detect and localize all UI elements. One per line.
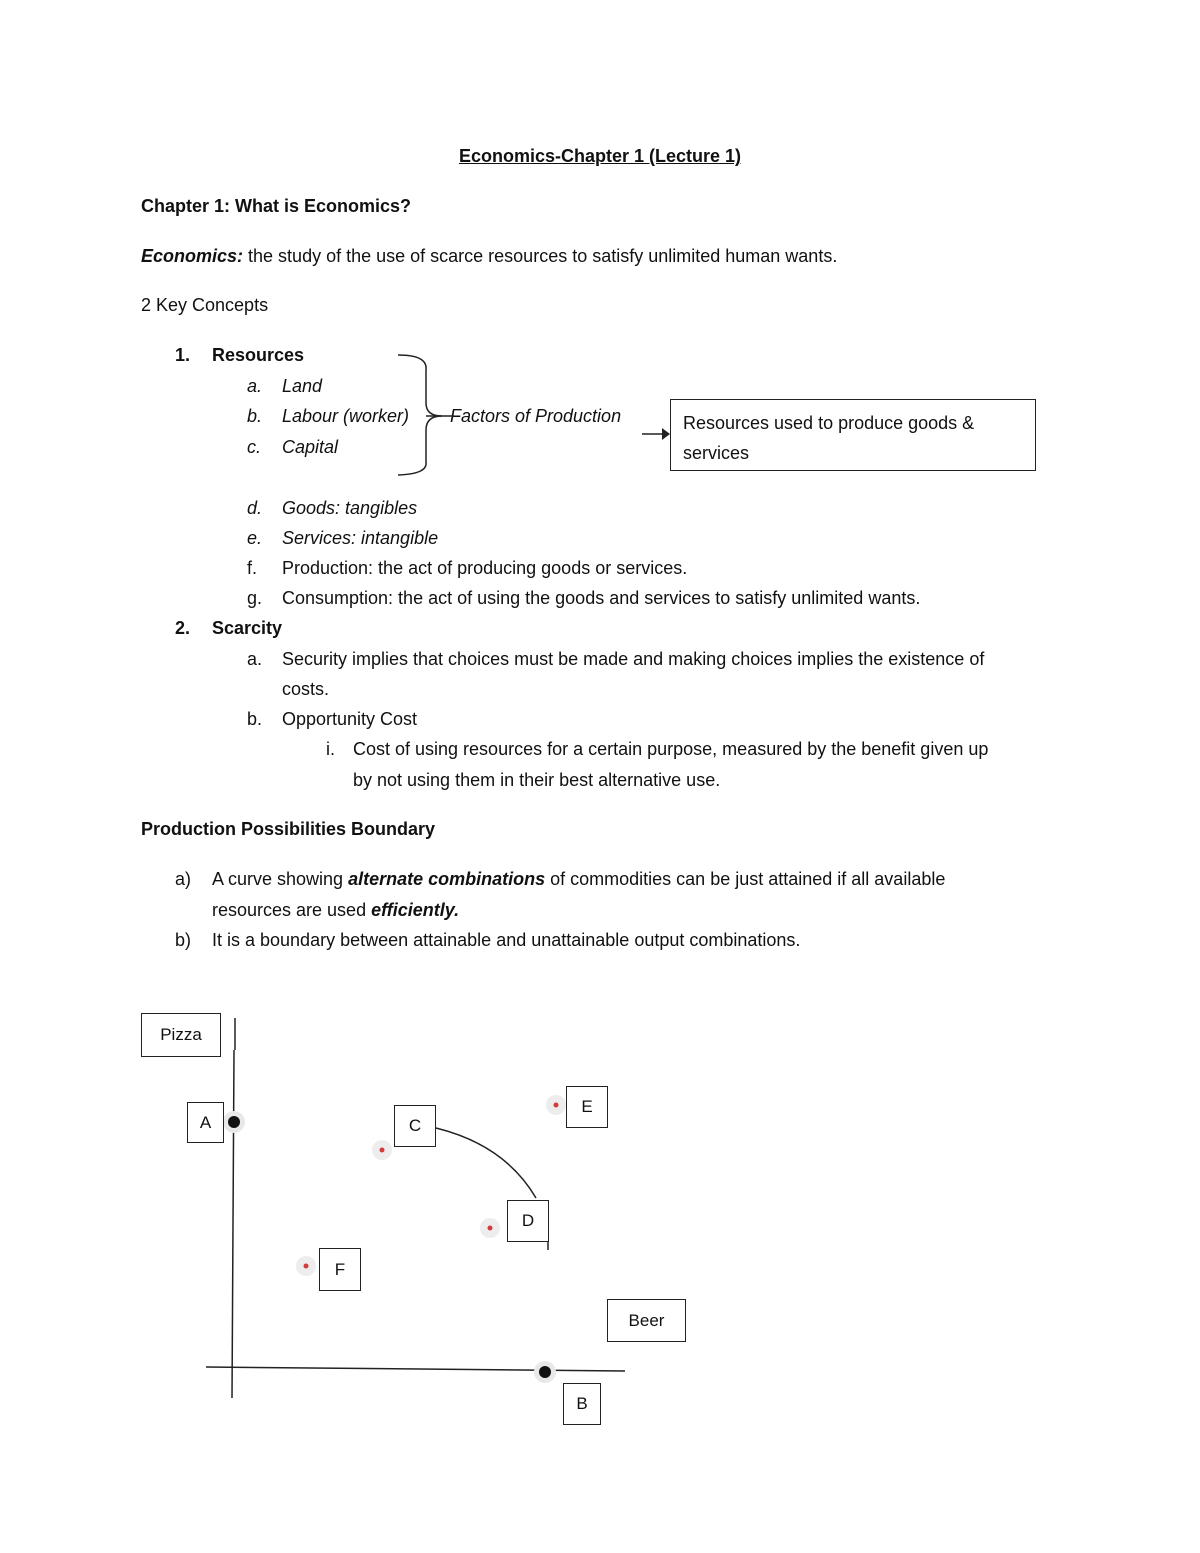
brace-shape xyxy=(398,355,442,475)
point-d-label: D xyxy=(521,1211,535,1230)
resource-item-capital: Capital xyxy=(282,437,339,457)
ppb-a2-emphasis: efficiently. xyxy=(371,900,460,920)
concept-marker: g. xyxy=(247,588,263,608)
point-c-label-box xyxy=(394,1105,436,1147)
pizza-label-box xyxy=(141,1013,221,1057)
ppb-item-b: It is a boundary between attainable and unattainable output combinations. xyxy=(212,930,801,950)
x-axis xyxy=(206,1367,625,1371)
concept-item-consumption: Consumption: the act of using the goods and services to satisfy unlimited wants. xyxy=(282,588,921,608)
point-f-label-box xyxy=(319,1248,361,1291)
pizza-label: Pizza xyxy=(160,1025,202,1044)
point-b-label-box xyxy=(563,1383,601,1425)
point-b-label: B xyxy=(576,1394,588,1413)
opportunity-cost-definition: Cost of using resources for a certain purpose, measured by the benefit given up xyxy=(353,739,989,759)
resource-item-land: Land xyxy=(282,376,323,396)
opportunity-marker-i: i. xyxy=(326,739,335,759)
ppb-a2-pre: resources are used xyxy=(212,900,372,920)
ppb-a-pre: A curve showing xyxy=(212,869,349,889)
page-title: Economics-Chapter 1 (Lecture 1) xyxy=(458,146,742,166)
point-b-dot xyxy=(539,1366,551,1378)
factors-of-production-label: Factors of Production xyxy=(450,406,622,426)
marker-f-dot xyxy=(304,1264,309,1269)
ppb-marker-a: a) xyxy=(175,869,192,889)
ppb-a-emphasis: alternate combinations xyxy=(348,869,546,889)
marker-e-dot xyxy=(554,1103,559,1108)
resource-marker: c. xyxy=(247,437,262,457)
definition-term: Economics: xyxy=(141,246,244,266)
concept-marker: d. xyxy=(247,498,263,518)
marker-d-dot xyxy=(488,1226,493,1231)
concept-item-goods: Goods: tangibles xyxy=(282,498,418,518)
concept-2-label: Scarcity xyxy=(212,618,283,638)
ppb-curve xyxy=(436,1128,536,1198)
ppb-marker-b: b) xyxy=(175,930,192,950)
concept-item-production: Production: the act of producing goods or services. xyxy=(282,558,688,578)
resource-marker: b. xyxy=(247,406,263,426)
concept-1-number: 1. xyxy=(175,345,191,365)
scarcity-item-a: Security implies that choices must be made and making choices implies the existence of xyxy=(282,649,985,669)
factors-definition-text: Resources used to produce goods & services xyxy=(683,413,975,463)
y-axis xyxy=(232,1050,234,1398)
concept-marker: e. xyxy=(247,528,263,548)
scarcity-marker-a: a. xyxy=(247,649,263,669)
point-a-label: A xyxy=(199,1112,212,1132)
resource-item-labour: Labour (worker) xyxy=(282,406,410,426)
point-d-label-box xyxy=(507,1200,549,1242)
scarcity-item-opportunity-cost: Opportunity Cost xyxy=(282,709,418,729)
point-a-label-box xyxy=(187,1102,224,1143)
key-concepts-label: 2 Key Concepts xyxy=(141,295,269,315)
concept-2-number: 2. xyxy=(175,618,191,638)
resource-marker: a. xyxy=(247,376,263,396)
concept-marker: f. xyxy=(247,558,258,578)
point-f-label: F xyxy=(334,1259,346,1279)
beer-label: Beer xyxy=(628,1310,665,1330)
definition-text: the study of the use of scarce resources to satisfy unlimited human wants. xyxy=(243,246,838,266)
point-c-label: C xyxy=(408,1116,422,1135)
arrow-head-icon xyxy=(662,428,670,440)
concept-item-services: Services: intangible xyxy=(282,528,439,548)
concept-1-label: Resources xyxy=(212,345,305,365)
opportunity-cost-definition-cont: by not using them in their best alternative use. xyxy=(353,770,721,790)
chapter-heading: Chapter 1: What is Economics? xyxy=(141,196,412,216)
point-e-label-box xyxy=(566,1086,608,1128)
marker-c-dot xyxy=(380,1148,385,1153)
scarcity-item-a-cont: costs. xyxy=(282,679,330,699)
beer-label-box xyxy=(607,1299,686,1342)
ppb-heading: Production Possibilities Boundary xyxy=(141,819,436,839)
scarcity-marker-b: b. xyxy=(247,709,263,729)
point-e-label: E xyxy=(581,1097,593,1116)
point-a-dot xyxy=(228,1116,240,1128)
ppb-a-post: of commodities can be just attained if all available xyxy=(545,869,946,889)
